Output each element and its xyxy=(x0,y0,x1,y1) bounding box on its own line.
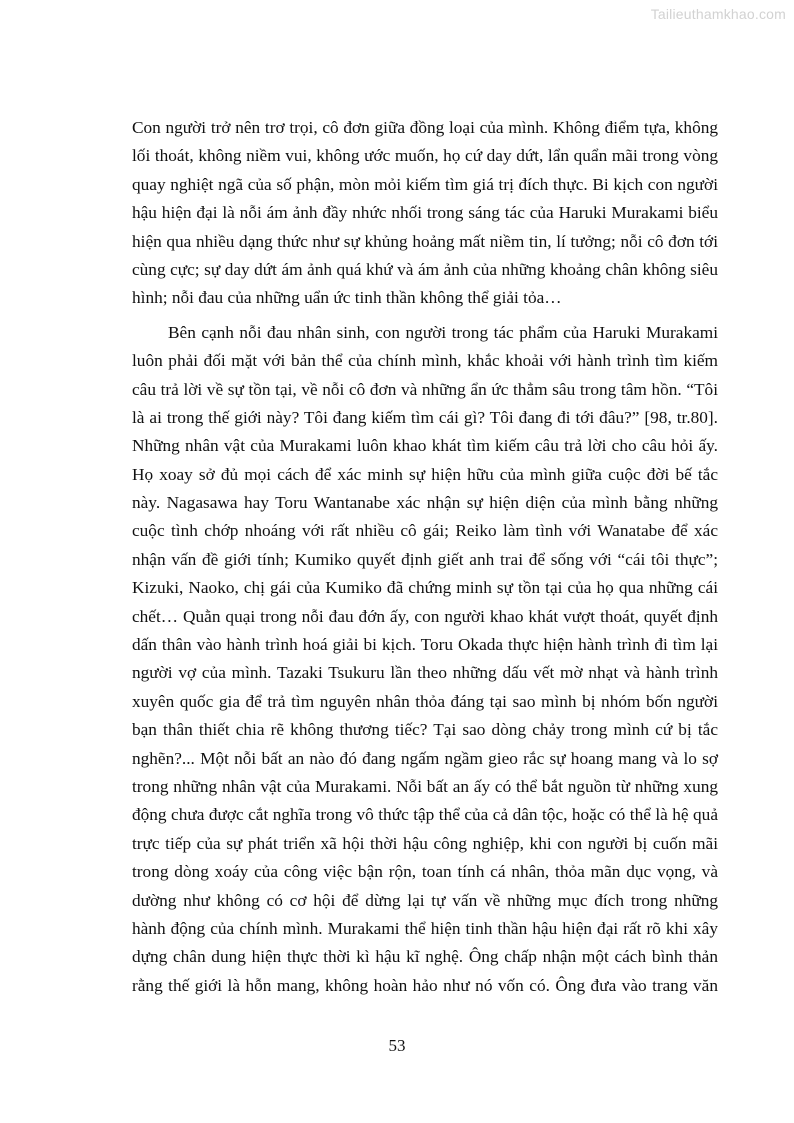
text-line: câu trả lời về sự tồn tại, về nỗi cô đơn và những ẩn ức thẳm sâu trong tâm hồn. “Tôi xyxy=(132,379,718,399)
text-line: hiện qua nhiều dạng thức như sự khủng hoảng mất niềm tin, lí tưởng; nỗi cô đơn tới xyxy=(132,231,718,251)
text-line: dấn thân vào hành trình hoá giải bi kịch. Toru Okada thực hiện hành trình đi tìm lại xyxy=(132,635,718,655)
text-line: hành động của chính mình. Murakami thể hiện tinh thần hậu hiện đại rất rõ khi xây xyxy=(132,918,718,938)
text-line: chết… Quằn quại trong nỗi đau đớn ấy, con người khao khát vượt thoát, quyết định xyxy=(132,606,718,626)
text-line: hậu hiện đại là nỗi ám ảnh đầy nhức nhối trong sáng tác của Haruki Murakami biểu xyxy=(132,203,718,223)
text-line: dường như không có cơ hội để dừng lại tự vấn về những mục đích trong những xyxy=(132,890,718,910)
text-line: xuyên quốc gia để trả tìm nguyên nhân thỏa đáng tại sao mình bị nhóm bốn người xyxy=(132,691,718,711)
text-line: rằng thế giới là hỗn mang, không hoàn hảo như nó vốn có. Ông đưa vào trang văn xyxy=(132,975,718,995)
text-line: cùng cực; sự day dứt ám ảnh quá khứ và ám ảnh của những khoảng chân không siêu xyxy=(132,259,718,279)
text-line: Con người trở nên trơ trọi, cô đơn giữa đồng loại của mình. Không điểm tựa, không xyxy=(132,118,718,137)
text-line: này. Nagasawa hay Toru Wantanabe xác nhận sự hiện diện của mình bằng những xyxy=(132,493,718,513)
watermark: Tailieuthamkhao.com xyxy=(650,6,786,22)
text-line: lối thoát, không niềm vui, không ước muốn, họ cứ day dứt, lẩn quẩn mãi trong vòng xyxy=(132,146,718,166)
page-number: 53 xyxy=(388,1036,406,1055)
text-line: Kizuki, Naoko, chị gái của Kumiko đã chứng minh sự tồn tại của họ qua những cái xyxy=(132,578,718,598)
text-line: là ai trong thế giới này? Tôi đang kiếm tìm cái gì? Tôi đang đi tới đâu?” [98, tr.80]. xyxy=(132,407,718,427)
text-line: nhận vấn đề giới tính; Kumiko quyết định giết anh trai để sống với “cái tôi thực”; xyxy=(132,549,718,569)
text-line: dựng chân dung hiện thực thời kì hậu kĩ nghệ. Ông chấp nhận một cách bình thản xyxy=(132,947,718,967)
text-line: bạn thân thiết chia rẽ không thương tiếc? Tại sao dòng chảy trong mình cứ bị tắc xyxy=(132,720,718,740)
text-line: nghẽn?... Một nỗi bất an nào đó đang ngấm ngầm gieo rắc sự hoang mang và lo sợ xyxy=(132,748,718,768)
text-line: quay nghiệt ngã của số phận, mòn mỏi kiếm tìm giá trị đích thực. Bi kịch con người xyxy=(132,174,718,194)
paragraph-2 xyxy=(132,319,718,1000)
text-line: động chưa được cắt nghĩa trong vô thức tập thể của cả dân tộc, hoặc có thể là hệ quả xyxy=(132,805,718,825)
document-body xyxy=(132,114,718,1000)
paragraph-1 xyxy=(132,114,718,313)
text-line: cuộc tình chớp nhoáng với rất nhiều cô gái; Reiko làm tình với Wanatabe để xác xyxy=(132,521,718,541)
text-line: Bên cạnh nỗi đau nhân sinh, con người trong tác phẩm của Haruki Murakami xyxy=(168,322,718,342)
text-line: trong dòng xoáy của công việc bận rộn, toan tính cá nhân, thỏa mãn dục vọng, và xyxy=(132,862,718,882)
text-line: Họ xoay sở đủ mọi cách để xác minh sự hiện hữu của mình giữa cuộc đời bế tắc xyxy=(132,464,718,484)
text-line: người vợ của mình. Tazaki Tsukuru lần theo những dấu vết mờ nhạt và hành trình xyxy=(132,663,718,683)
text-line: hình; nỗi đau của những uẩn ức tinh thần không thể giải tỏa… xyxy=(132,288,562,308)
text-line: luôn phải đối mặt với bản thể của chính mình, khắc khoải với hành trình tìm kiếm xyxy=(132,351,718,371)
text-line: Những nhân vật của Murakami luôn khao khát tìm kiếm câu trả lời cho câu hỏi ấy. xyxy=(132,436,718,456)
text-line: trong những nhân vật của Murakami. Nỗi bất an ấy có thể bắt nguồn từ những xung xyxy=(132,776,718,796)
text-line: trực tiếp của sự phát triển xã hội thời hậu công nghiệp, khi con người bị cuốn mãi xyxy=(132,833,718,853)
